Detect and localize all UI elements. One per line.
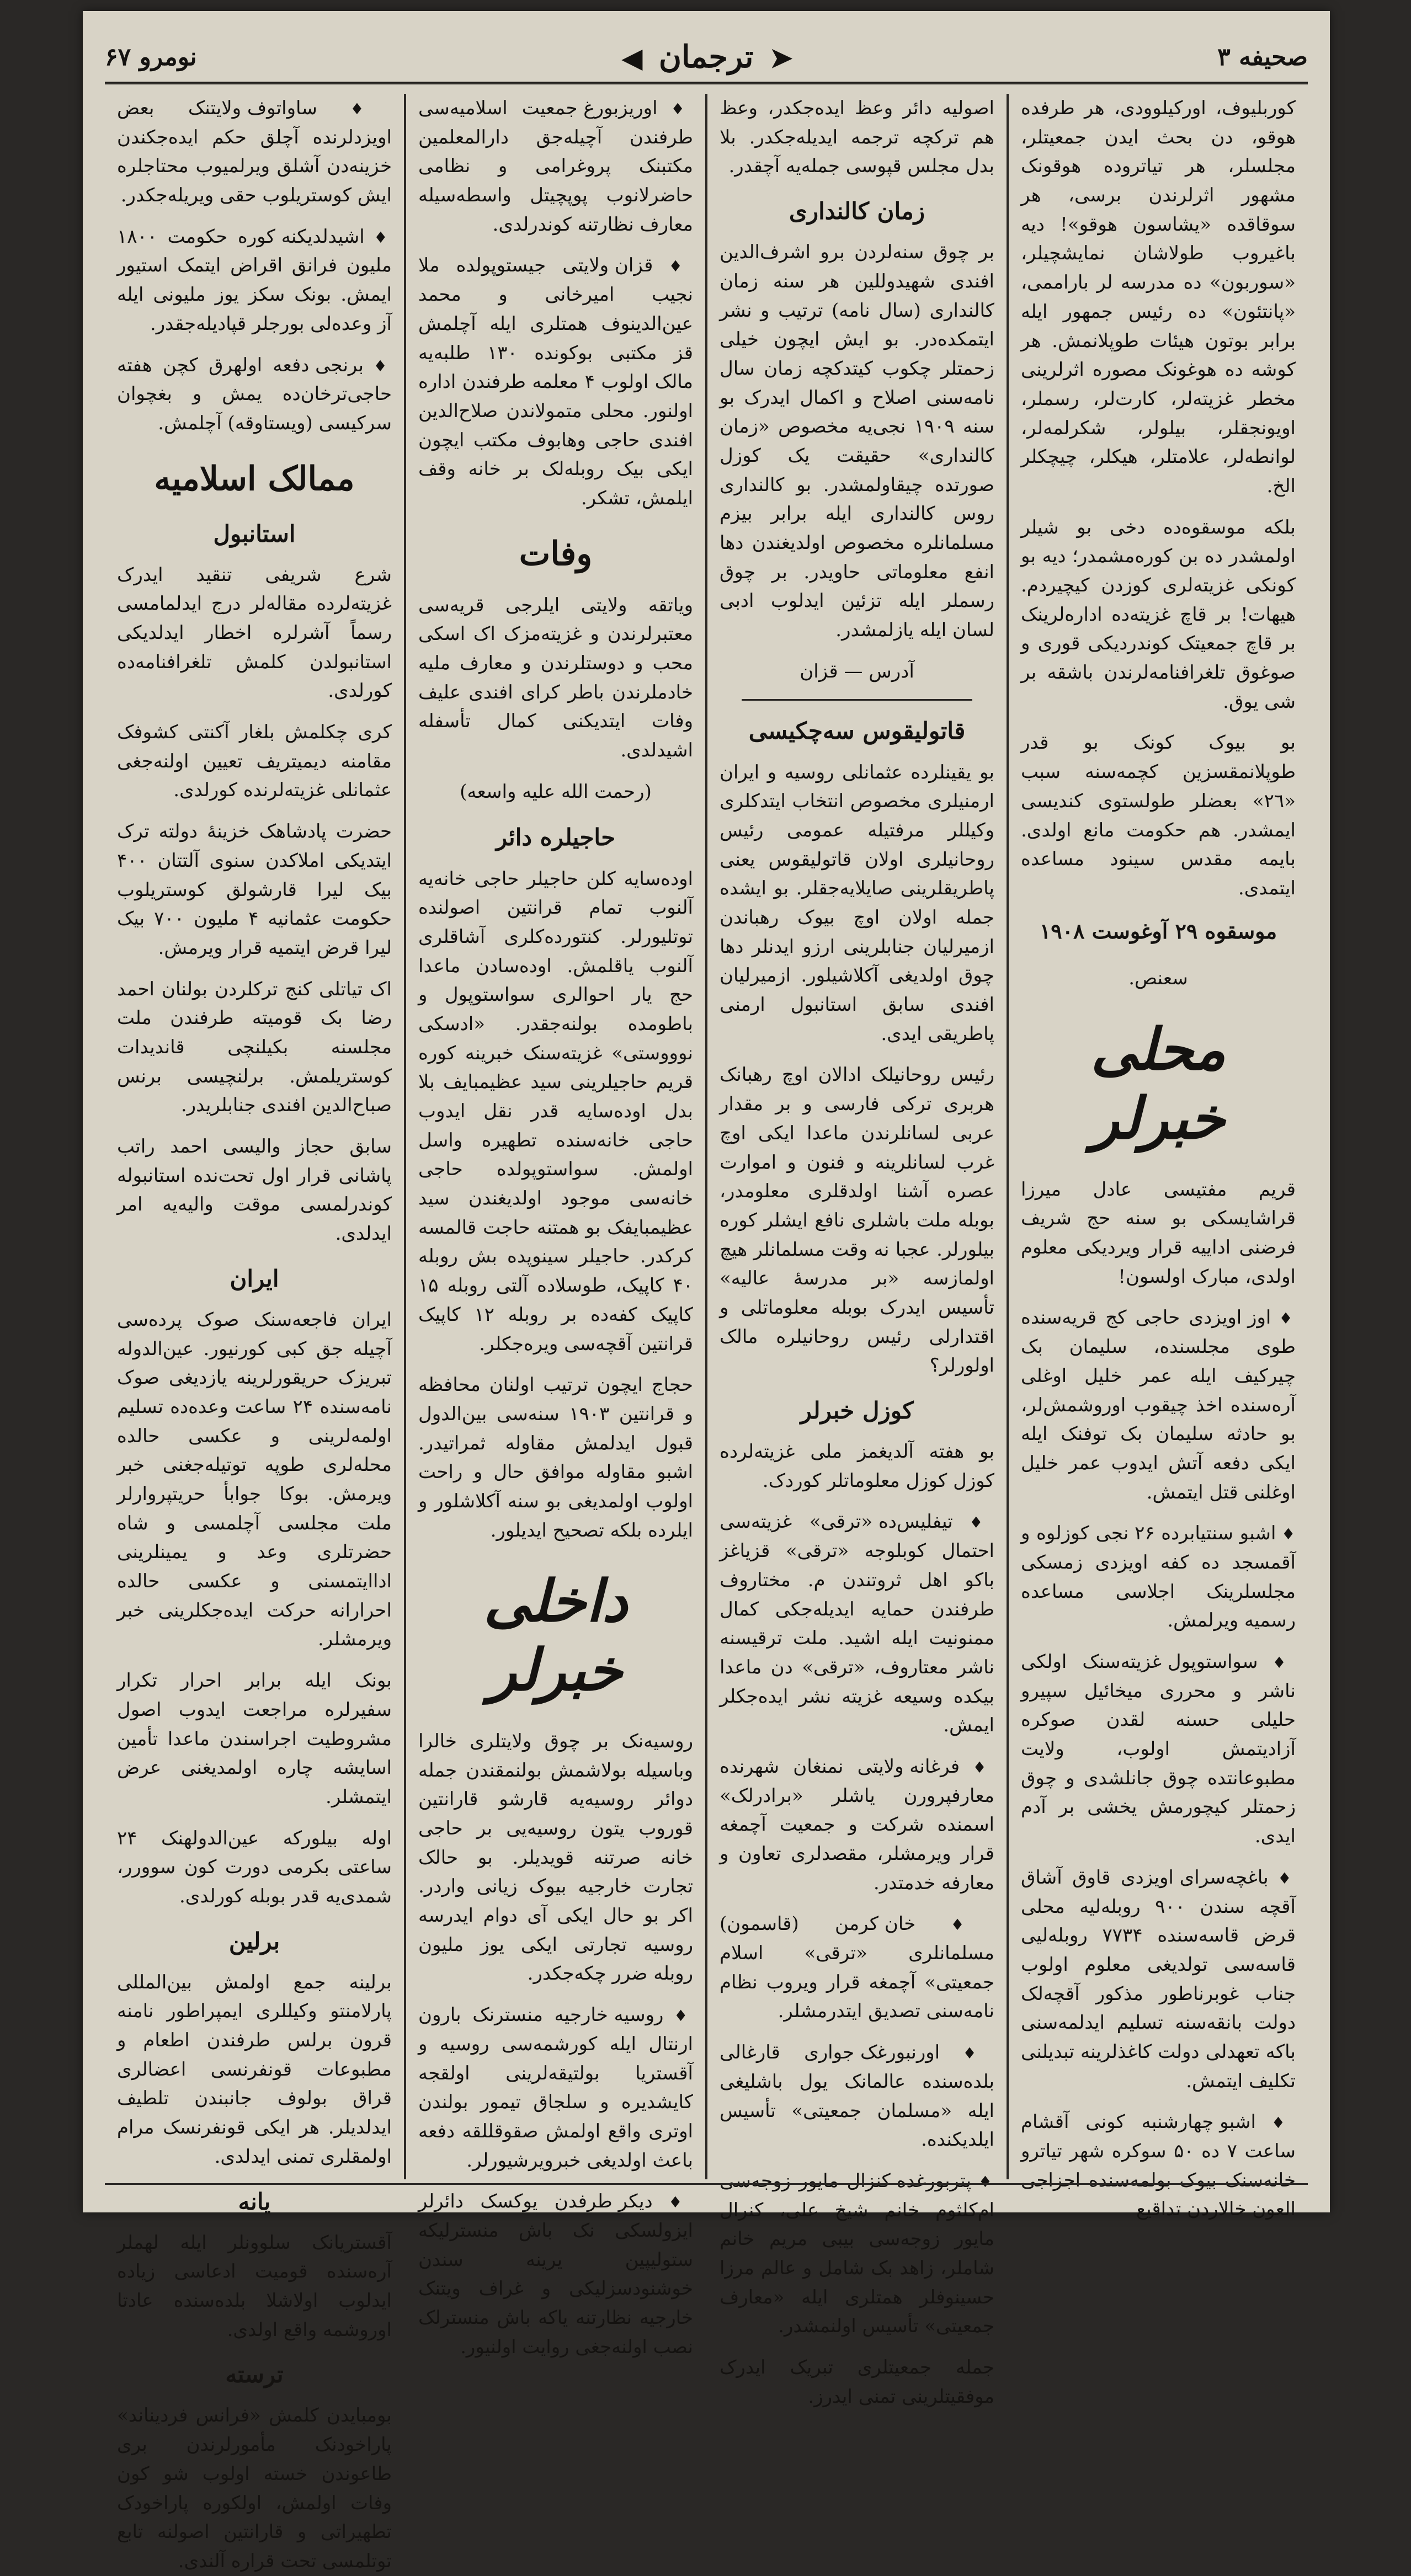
paragraph: رئیس روحانیلک ادالان اوچ رهبانک هربری ترکی فارسی و بر مقدار عربی لسانلرندن ماعدا ایکی اوچ غرب لسانلرینه و فنون و اموارت عصره آشنا اولدقلری معلومدر، بوبله ملت باشلری نافع ایشلر کوره بیلورلر. عجبا نه وقت مسلمانلر هیچ اولمازسه «بر مدرسهٔ عالیه» تأسیس ایدرک بوبله معلوماتلی و اقتدارلی رئیس روحانیلره مالک اولورلر؟	[720, 1064, 994, 1377]
columns	[105, 94, 1308, 2572]
news-item: ♦ اشبو سنتیابرده ۲۶ نجی کوزلوه و آقمسجد ده کفه اویزدی زمسکی مجلسلرینک اجلاسی مساعده رسمیه ویرلمش.	[1021, 1519, 1296, 1635]
heading-istanbul: استانبول	[213, 520, 296, 547]
paragraph: اک تیاتلی کنج ترکلردن بولنان احمد رضا بک قومیته طرفندن ملت مجلسنه بکیلنچی قاندیدات کوستریلمش. برلنچیسی برنس صباح‌الدین افندی جنابلریدر.	[117, 978, 392, 1117]
page-header	[105, 32, 1308, 84]
section-title-domestic-news: داخلی خبرلر	[483, 1567, 628, 1704]
paragraph: اوله بیلورکه عین‌الدولهنک ۲۴ ساعتی بکرمی دورت کون سوورر، شمدی‌یه قدر بوبله کورلدی.	[117, 1827, 392, 1907]
ornament-arrow-left-icon: ➤	[769, 41, 793, 74]
divider	[742, 699, 972, 701]
masthead	[614, 39, 801, 75]
page-footer-rule	[105, 2183, 1308, 2205]
news-item: ♦ ساواتوف ولایتنک بعض اویزدلرنده آچلق حکم ایده‌جکندن خزینه‌دن آشلق ویرلمیوب محتاجلره ایش کوستریلوب حقی ویریله‌جکدر.	[117, 94, 392, 210]
dateline: موسقوه ۲۹ آوغوست ۱۹۰۸	[1039, 918, 1277, 943]
heading-catholicos-election: قاتولیقوس سه‌چکیسی	[748, 717, 966, 745]
paragraph: بو بیوک کونک بو قدر طوپلانمقسزین کچمه‌سنه سبب «٢٦» بعضلر طولستوی کندیسی ایمشدر. هم حکومت مانع اولدی. بایمه مقدس سینود مساعده ایتمدی.	[1021, 732, 1296, 899]
news-item: ♦ اورنبورغک جواری قارغالی بلده‌سنده عالمانک یول باشلیغی ایله «مسلمان جمعیتی» تأسیس ایلدیکنده.	[720, 2038, 994, 2154]
heading-iran: ایران	[230, 1265, 279, 1292]
paragraph: اوده‌سایه کلن حاجیلر حاجی خانه‌یه آلنوب تمام قرانتین اصولنده توتلیورلر. کنتورده‌کلری آشاقلری آلنوب یاقلمش. اوده‌سادن ماعدا حج یار احوالری سواستوپول و باطومده بولنه‌جقدر. «ادسکی نوووستی» غزیته‌سنک خبرینه کوره قریم حاجیلرینی سید عظیمبایف بلا بدل اوده‌سایه قدر نقل ایدوب حاجی خانه‌سنده تطهیره واسل اولمش. سواستوپولده حاجی خانه‌سی موجود اولدیغندن سید عظیمبایفک بو همتنه حاجت قالمسه کرکدر. حاجیلر سینوپده بش روبله ۴۰ کاپیک، طوسلاده آلتی روبله ۱۵ کاپیک کفه‌ده بر روبله ۱۲ کاپیک قرانتین آقچه‌سی ویره‌جکلر.	[418, 867, 693, 1355]
paragraph: بو هفته آلدیغمز ملی غزیته‌لرده کوزل کوزل معلوماتلر کوردک.	[720, 1441, 994, 1492]
news-item: ♦ برنجی دفعه اولهرق کچن هفته حاجی‌ترخان‌ده یمش و بغچوان سرکیسی (ویستاوقه) آچلمش.	[117, 351, 392, 438]
news-item: ♦ روسیه خارجیه منسترنک بارون ارنتال ایله کورشمه‌سی روسیه و آقستریا بولتیقه‌لرینی اولقجه کایشدیره و سلجاق تیمور بولندن اوتری واقع اولمش صقوقللقه دفعه باعث اولدیغی خبرویرشیورلر.	[418, 2001, 693, 2175]
column-1	[1007, 94, 1308, 2221]
heading-vienna: یانه	[238, 2188, 271, 2215]
heading-zaman-calendar: زمان کالنداری	[789, 198, 925, 225]
news-item: ♦ باغچه‌سرای اویزدی قاوق آشاق آقچه سندن ۹۰۰ روبله‌لیه محلی قرض قاسه‌سنده ۷۷۳۴ روبله‌لیی قاسه‌سی تولدیغی معلوم اولوب جناب غوبرناطور مذکور آقچه‌لک دولت بانقه‌سنه تسلیم ایدلمه‌سنی باکه تعهدلی دولت کاغذلرینه تبدیلنی تکلیف ایتمش.	[1021, 1863, 1296, 2096]
paragraph: ایران فاجعه‌سنک صوک پرده‌سی آچیله جق کبی کورنیور. عین‌الدوله تبریزک حریقورلرینه یازدیغی صوک نامه‌سنده ۲۴ ساعت وعده‌ده تسلیم اولمه‌لرینی و عکسی حالده محله‌لری طوپه توتیله‌جغنی خبر ویرمش. بوکا جوابأ حریتپروارلر ملت مجلسی آچلمسی و شاه حضرتلری وعد و یمینلرینی اداایتمسنی و عکسی حالده احرارانه حرکت ایده‌جکلرینی خبر ویرمشلر.	[117, 1308, 392, 1651]
paragraph: سابق حجاز والیسی احمد راتب پاشانی قرار اول تحت‌نده استانبوله کوندرلمسی موقت والیه‌یه امر ایدلدی.	[117, 1135, 392, 1245]
news-item: ♦ اشبو چهارشنبه کونی آقشام ساعت ۷ ده ۵۰ سوکره شهر تیاترو خانه‌سنک بیوک بولمه‌سنده اجزاجی العون خالاردن تداقیع	[1021, 2108, 1296, 2224]
paragraph: اصولیه دائر وعظ ایده‌جکدر، وعظ هم ترکچه ترجمه ایدیله‌جکدر. بلا بدل مجلس قپوسی جمله‌یه آچقدر.	[720, 97, 994, 178]
newspaper-page	[83, 11, 1330, 2572]
page-number: صحیفه ۳	[1217, 42, 1308, 71]
ornament-arrow-right-icon: ◀	[621, 41, 643, 74]
news-item: ♦ خان کرمن (قاسمون) مسلمانلری «ترقی» اسلام جمعیتی» آچمغه قرار ویروب نظام نامه‌سنی تصدیق ایتدرمشلر.	[720, 1910, 994, 2026]
paragraph: کوربلیوف، اورکیلوودی، هر طرفده هوقو، دن بحث ایدن جمعیتلر، مجلسلر، هر تیاتروده هوقونک مشهور اثرلرندن برسی، هر سوقاقده «یشاسون هوقو»! دیه باغیروب طولاشان نمایشچیلر، «سوربون» ده مدرسه لر باراممی، «پانتئون» ده رئیس جمهور ایله برابر بوتون هیئات طوپلانمش. هر کوشه ده هوغونک مصوره اثرلرینی مخطر غزیته‌لر، کارت‌لر، رسملر، اویونجقلر، بیلولر، شکرلمه‌لر، لوانطه‌لر، علامتلر، هیکلر، چیچکلر الخ.	[1021, 97, 1296, 497]
heading-berlin: برلین	[228, 1927, 280, 1955]
address-line: آدرس — قزان	[800, 660, 914, 682]
column-2	[705, 94, 1007, 2408]
paragraph: برلینه جمع اولمش بین‌المللی پارلامنتو وکیللری ایمپراطور نامنه قرون برلس طرفندن اطعام و مطبوعات قونفرنسی اعضالری قراق بولوف جانبندن تلطیف ایدلدیلر. هر ایکی قونفرنسک مرام اولمقلری تمنی ایدلدی.	[117, 1971, 392, 2168]
column-3	[404, 94, 705, 2358]
paragraph: کری چکلمش بلغار آکنتی کشوفک مقامنه دیمیتریف تعیین اولنه‌جغی عثمانلی غزیته‌لرنده کورلدی.	[117, 721, 392, 802]
paragraph: بر چوق سنه‌لردن برو اشرف‌الدین افندی شهیدوللین هر سنه زمان کالنداری (سال نامه) ترتیب و نشر ایتمکده‌در. بو ایش ایچون خیلی زحمتلر چکوب کیتدکچه زمان سال نامه‌سنی اصلاح و اکمال ایدرک بو سنه ۱۹۰۹ نجی‌یه مخصوص «زمان کالنداری» حقیقت یک کوزل صورتده چیقاولمشدر. بو کالنداری روس کالنداری ایله برابر بیزم مسلمانلره مخصوص اولدیغندن دها انفع معلوماتی حاویدر. بر چوق رسملر ایله تزئین ایدلوب ادبی لسان ایله یازلمشدر.	[720, 241, 994, 642]
news-item: ♦ اوز اویزدی حاجی کج قریه‌سنده طوی مجلسنده، سلیمان بک چیرکیف ایله عمر خلیل اوغلی آره‌سنده اخذ چیقوب اوروشمش‌لر، بو حادثه سلیمان بک توفنک ایله ایکی دفعه آتش ایدوب عمر خلیل اوغلنی قتل ایتمش.	[1021, 1303, 1296, 1507]
news-item: ♦ فرغانه ولایتی نمنغان شهرنده معارفپرورن یاشلر «برادرلک» اسمنده شرکت و جمعیت آچمغه قرار ویرمشلر، مقصدلری تعاون و معارفه خدمتدر.	[720, 1752, 994, 1897]
signature: سعنص.	[1128, 967, 1188, 990]
paragraph: حضرت پادشاهک خزینهٔ دولته ترک ایتدیکی املاکدن سنوی آلتتان ۴۰۰ بیک لیرا قارشولق کوستریلوب حکومت عثمانیه ۴ ملیون ۷۰۰ بیک لیرا قرض ایتمیه قرار ویرمش.	[117, 820, 392, 959]
news-item: ♦ پتربورغده کنزال مایور زوجه‌سی ام‌کلثوم خانم شیخ علی، کنرال مایور زوجه‌سی بیبی مریم خانم شاملر، زاهد بک شامل و عالم مرزا حسینوفلر همتلری ایله «معارف جمعیتی» تأسیس اولنمشدر.	[720, 2167, 994, 2341]
news-item: ♦ دیکر طرفدن یوکسک دائرلر ایزولسکی نک باش منسترلیکه ستولیپین یرینه سندن خوشنودسزلیکی و غراف ویتنک خارجیه نظارتنه یاکه باش منسترلک نصب اولنه‌جغی روایت اولنیور.	[418, 2187, 693, 2361]
heading-trieste: ترسته	[225, 2361, 284, 2388]
news-item: ♦ تیفلیس‌ده «ترقی» غزیته‌سی احتمال کوبلوجه «ترقی» قزیاغز باکو اهل ثروتندن م. مختاروف طرفندن حمایه ایدیله‌جکی کمال ممنونیت ایله اشید. ملت ترقیسنه ناشر معتاروف، «ترقی» دن ماعدا بیکده وسیعه غزیته نشر ایده‌جکلر ایمش.	[720, 1507, 994, 1740]
news-item: ♦ قزان ولایتی جیستوپولده ملا نجیب امیرخانی و محمد عین‌الدینوف همتلری ایله آچلمش قز مکتبی بوکونده ۱۳۰ طلبه‌یه مالک اولوب ۴ معلمه طرفندن اداره اولنور. محلی متمولاندن صلاح‌الدین افندی حاجی وهابوف مکتب ایچون ایکی بیک روبله‌لک بر خانه وقف ایلمش، تشکر.	[418, 251, 693, 513]
heading-pilgrims: حاجیلره دائر	[496, 824, 616, 851]
news-item: قریم مفتیسی عادل میرزا قراشایسکی بو سنه حج شریف فرضنی اداییه قرار ویردیکی معلوم اولدی، مبارک اولسون!	[1021, 1178, 1296, 1288]
news-item: ♦ اوریزبورغ جمعیت اسلامیه‌سی طرفندن آچیله‌جق دارالمعلمین مکتبنک پروغرامی و نظامی حاضرلانوب پوپچیتل واسطه‌سیله معارف نظارتنه کوندرلدی.	[418, 94, 693, 239]
section-title-local-news: محلی خبرلر	[1091, 1015, 1226, 1152]
column-4	[105, 94, 404, 2572]
paragraph: حجاج ایچون ترتیب اولنان محافظه و قرانتین ۱۹۰۳ سنه‌سی بین‌الدول قبول ایدلمش مقاوله ثمراتیدر. اشبو مقاوله موافق حال و راحت اولوب اولمدیغی بو سنه آکلاشلور و ایلرده بلکه تصحیح ایدیلور.	[418, 1374, 693, 1542]
heading-good-news: کوزل خبرلر	[800, 1397, 914, 1424]
masthead-title: ترجمان	[658, 39, 754, 75]
heading-islamic-countries: ممالک اسلامیه	[154, 459, 355, 498]
paragraph: بلکه موسقوه‌ده دخی بو شیلر اولمشدر ده بن کوره‌مشمدر؛ دیه بو کونکی غزیته‌لری کوزدن کیچیردم. هیهات! بر قاچ غزیته‌ده اداره‌لرینک بر قاچ جمعیتک کوندردیکی قوری و صوغوق تلغرافنامه‌لرندن باشقه بر شی یوق.	[1021, 516, 1296, 713]
issue-number: نومرو ۶۷	[105, 42, 197, 71]
paragraph: بومبایدن کلمش «فرانس فردیناند» پاراخودنک مأمورلرندن بری طاعوندن خسته اولوب شو کون وفات اولمش، اولکوره پاراخودک تطهیراتی و قارانتین اصولنه تابع توتلمسی تحت قراره آلندی.	[117, 2404, 392, 2572]
paragraph: بونک ایله برابر احرار تکرار سفیرلره مراجعت ایدوب اصول مشروطیت اجراسندن ماعدا تأمین اسایشه چاره اولمدیغنی عرض ایتمشلر.	[117, 1670, 392, 1808]
paragraph: ویاتقه ولایتی ایلرجی قریه‌سی معتبرلرندن و غزیته‌مزک اک اسکی محب و دوستلرندن و معارف ملیه خادملرندن باطر کرای افندی علیف وفات ایتدیکنی کمال تأسفله اشیدلدی.	[418, 594, 693, 762]
news-item: ♦ سواستوپول غزیته‌سنک اولکی ناشر و محرری میخائیل سپیرو حلیلی حسنه لقدن صوکره آزادیتمش اولوب، ولایت مطبوعانتده چوق جانلشدی و چوق زحمتلر کیچورمش یخشی بر آدم ایدی.	[1021, 1647, 1296, 1851]
paragraph: جمله جمعیتلری تبریک ایدرک موفقیتلرینی تمنی ایدرز.	[720, 2356, 994, 2408]
heading-obituary: وفات	[519, 534, 593, 573]
paragraph: روسیه‌نک بر چوق ولایتلری خالرا وباسیله بولاشمش بولنمقندن جمله دوائر روسیه‌یه قارشو قارانتین قوروب یتون روسیه‌یی بر حاجی خانه صرتنه قویدیلر. بو حالک تجارت خارجیه بیوک زیانی واردر. اکر بو حال ایکی آی دوام ایدرسه روسیه تجارتی ایکی یوز ملیون روبله ضرر چکه‌جکدر.	[418, 1730, 693, 1985]
prayer-line: (رحمت الله علیه واسعه)	[460, 780, 652, 803]
news-item: ♦ اشیدلدیکنه کوره حکومت ۱۸۰۰ ملیون فرانق اقراض ایتمک استیور ایمش. بونک سکز یوز ملیونی ایله آز وعده‌لی بورجلر قپادیله‌جقدر.	[117, 222, 392, 339]
paragraph: آقستریانک سلوونلر ایله لهملر آره‌سنده قومیت ادعاسی زیاده ایدلوب اولاشلا بلده‌سنده عادتا اوروشمه واقع اولدی.	[117, 2231, 392, 2341]
paragraph: بو یقینلرده عثمانلی روسیه و ایران ارمنیلری مخصوص انتخاب ایتدکلری وکیللر مرفتیله عمومی رئیس روحانیلری اولان قاتولیقوس یعنی پاطریقلرینی صایلایه‌جقلر. بو ایشده جمله اولان اوچ بیوک رهباندن ازمیرلیان جنابلرینی ارزو ایدنلر دها چوق اولدیغی آکلاشیلور. ازمیرلیان افندی سابق استانبول ارمنی پاطریقی ایدی.	[720, 761, 994, 1045]
paragraph: شرع شریفی تنقید ایدرک غزیته‌لرده مقاله‌لر درج ایدلمامسی رسماً آشرلره اخطار ایدلدیکی استانبولدن کلمش تلغرافنامه‌ده کورلدی.	[117, 563, 392, 702]
